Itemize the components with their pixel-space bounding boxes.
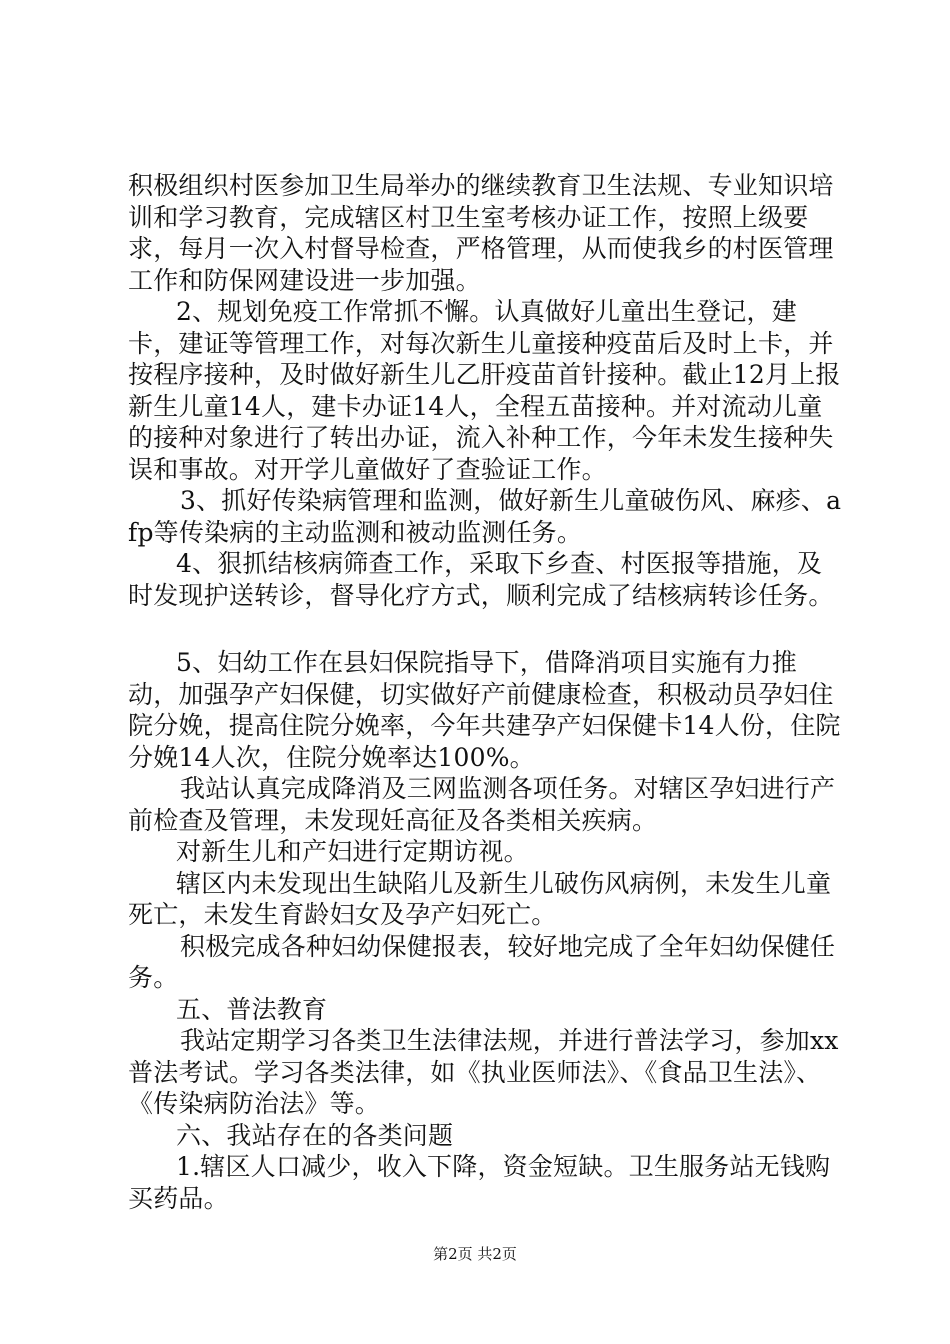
paragraph-infectious-disease: 3、抓好传染病管理和监测，做好新生儿童破伤风、麻疹、afp等传染病的主动监测和被动监测任务。 bbox=[128, 486, 842, 547]
paragraph-health-reports: 积极完成各种妇幼保健报表，较好地完成了全年妇幼保健任务。 bbox=[128, 931, 836, 992]
page-number-footer: 第2页 共2页 bbox=[433, 1245, 517, 1263]
paragraph-village-doctor-training: 积极组织村医参加卫生局举办的继续教育卫生法规、专业知识培训和学习教育，完成辖区村卫生室考核办证工作，按照上级要求，每月一次入村督导检查，严格管理，从而使我乡的村医管理工作和防保网建设进一步加强。 bbox=[128, 171, 834, 295]
paragraph-postnatal-visits: 对新生儿和产妇进行定期访视。 bbox=[176, 837, 529, 866]
paragraph-problem-funding: 1.辖区人口减少，收入下降，资金短缺。卫生服务站无钱购买药品。 bbox=[128, 1152, 831, 1213]
paragraph-tuberculosis: 4、狠抓结核病筛查工作，采取下乡查、村医报等措施，及时发现护送转诊，督导化疗方式，顺利完成了结核病转诊任务。 bbox=[128, 549, 834, 610]
paragraph-maternal-child: 5、妇幼工作在县妇保院指导下，借降消项目实施有力推动，加强孕产妇保健，切实做好产前健康检查，积极动员孕妇住院分娩，提高住院分娩率，今年共建孕产妇保健卡14人份，住院分娩14人次，住院分娩率达100%。 bbox=[128, 648, 841, 772]
paragraph-legal-study: 我站定期学习各类卫生法律法规，并进行普法学习，参加xx普法考试。学习各类法律，如《执业医师法》、《食品卫生法》、《传染病防治法》等。 bbox=[128, 1026, 839, 1118]
document-body bbox=[128, 170, 844, 1214]
paragraph-monitoring-tasks: 我站认真完成降消及三网监测各项任务。对辖区孕妇进行产前检查及管理，未发现妊高征及各类相关疾病。 bbox=[128, 774, 836, 835]
section-heading-legal-education: 五、普法教育 bbox=[176, 994, 328, 1024]
paragraph-birth-defects: 辖区内未发现出生缺陷儿及新生儿破伤风病例，未发生儿童死亡，未发生育龄妇女及孕产妇死亡。 bbox=[128, 868, 832, 929]
paragraph-immunization: 2、规划免疫工作常抓不懈。认真做好儿童出生登记，建卡，建证等管理工作，对每次新生儿童接种疫苗后及时上卡，并按程序接种，及时做好新生儿乙肝疫苗首针接种。截止12月上报新生儿童14人，建卡办证14人，全程五苗接种。并对流动儿童的接种对象进行了转出办证，流入补种工作，今年未发生接种失误和事故。对开学儿童做好了查验证工作。 bbox=[128, 297, 841, 484]
paragraph-gap bbox=[128, 611, 844, 647]
section-heading-problems: 六、我站存在的各类问题 bbox=[176, 1120, 454, 1150]
